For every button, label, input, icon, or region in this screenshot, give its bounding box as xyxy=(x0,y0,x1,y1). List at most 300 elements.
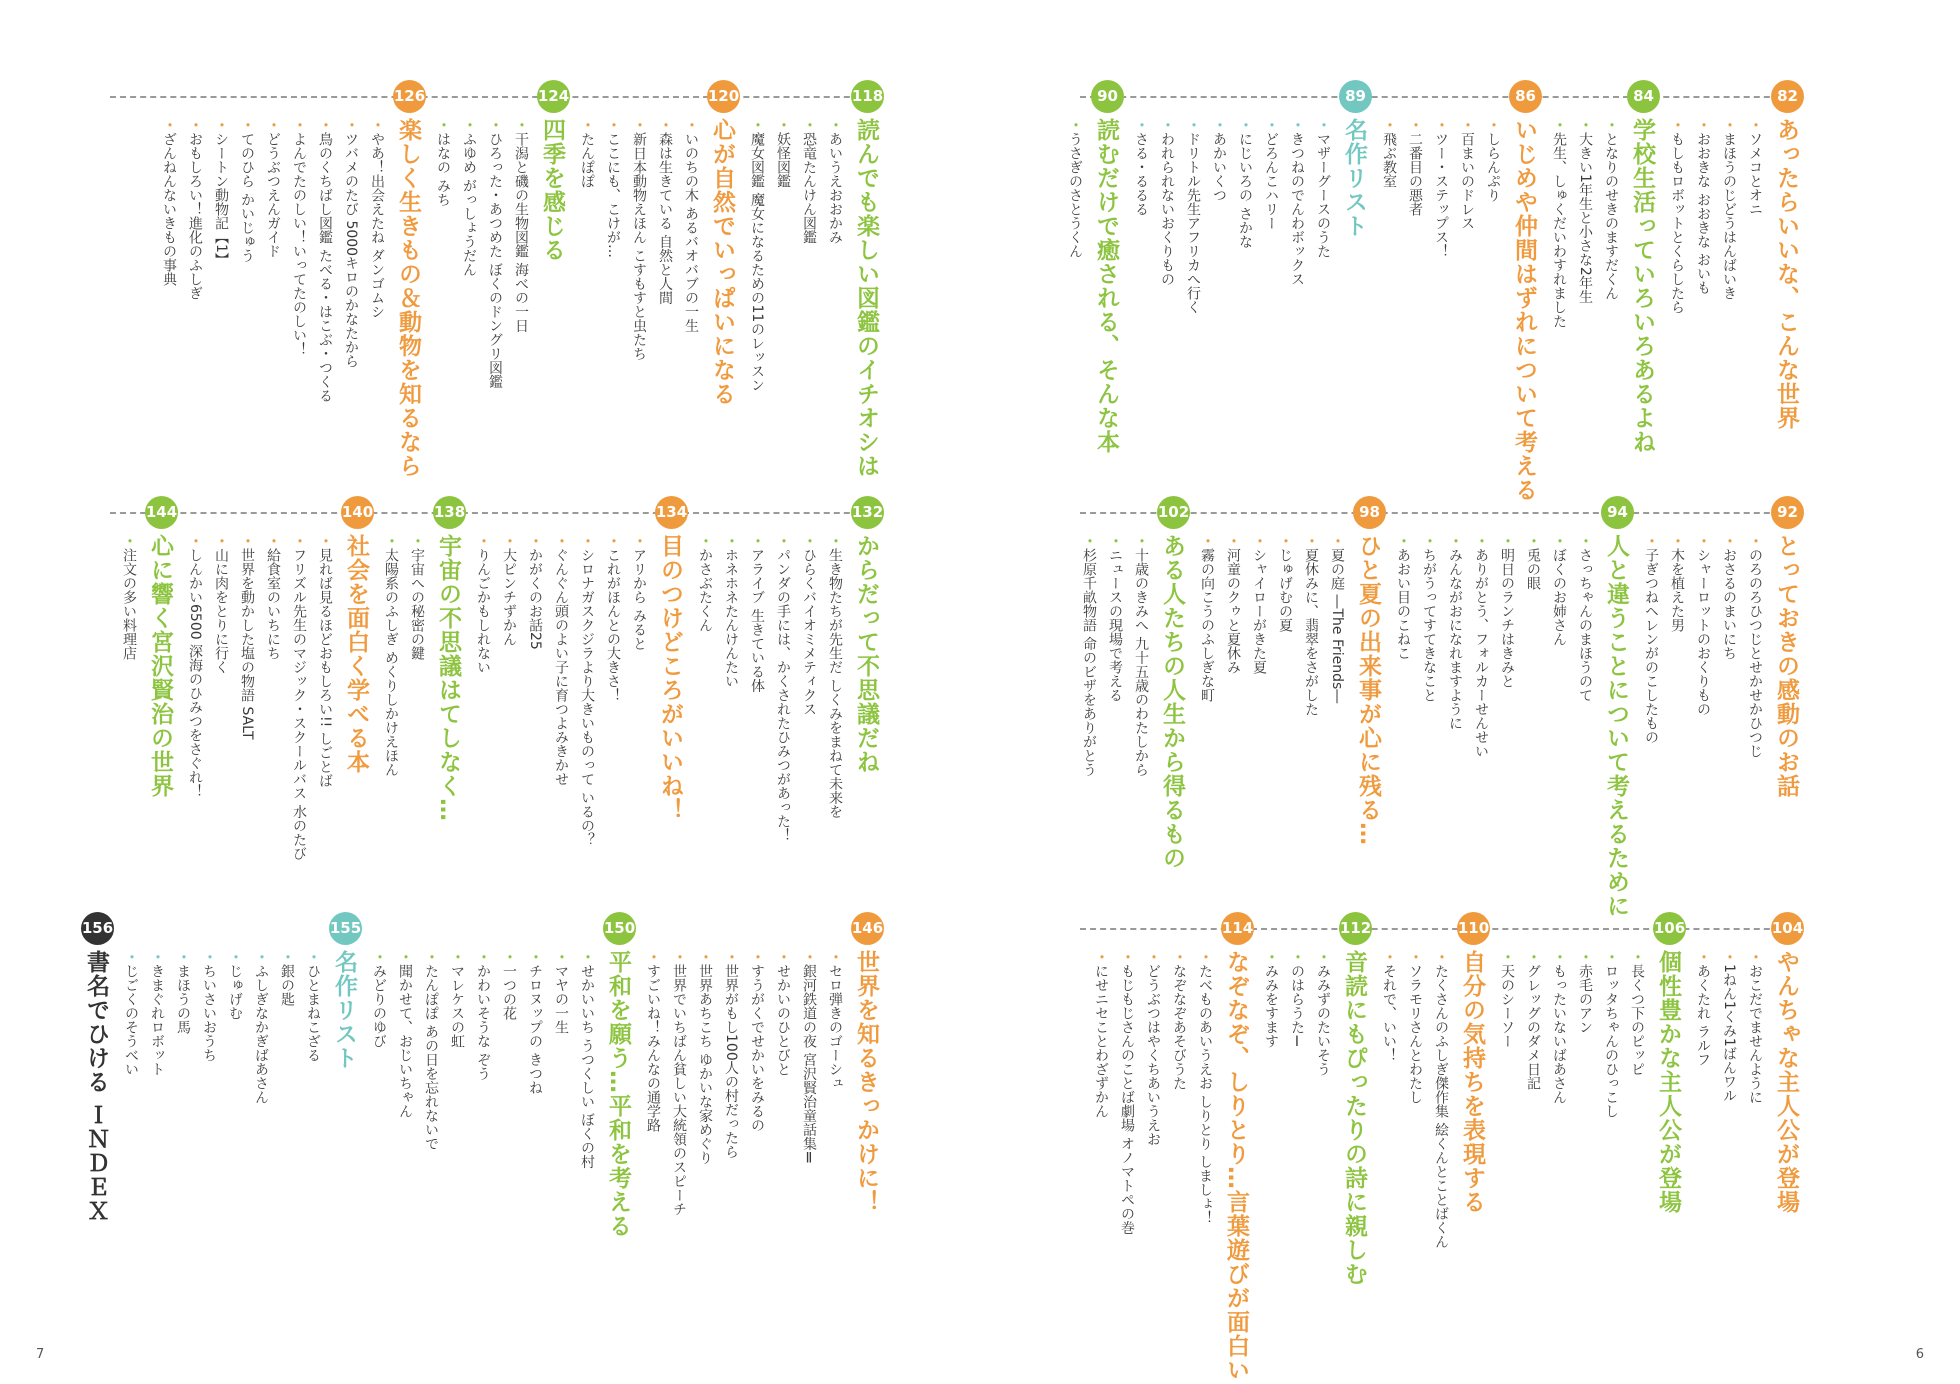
book-title xyxy=(822,534,848,842)
page-number-badge: 112 xyxy=(1339,912,1372,945)
page-number-badge: 94 xyxy=(1601,496,1634,529)
book-title-text: まほうの馬 xyxy=(175,964,191,1034)
bullet-dot-icon: ・ xyxy=(1329,534,1345,548)
book-title-text: なぞなぞあそびうた xyxy=(1171,964,1187,1090)
bullet-dot-icon: ・ xyxy=(409,534,425,548)
bullet-dot-icon: ・ xyxy=(201,950,217,964)
book-title-text: ざんねんないきもの事典 xyxy=(161,132,177,286)
section-heading: 楽しく生きもの＆動物を知るなら xyxy=(395,118,421,478)
book-title-text: しらんぷり xyxy=(1485,132,1501,202)
book-title-text: 木を植えた男 xyxy=(1669,548,1685,632)
index-section xyxy=(1546,87,1656,454)
section-heading: 世界を知るきっかけに！ xyxy=(853,950,879,1214)
bullet-dot-icon: ・ xyxy=(657,118,673,132)
section-heading: ある人たちの人生から得るもの xyxy=(1159,534,1185,870)
bullet-dot-icon: ・ xyxy=(279,950,295,964)
book-title-text: ぐんぐん頭のよい子に育つよみきかせ xyxy=(553,548,569,786)
book-list xyxy=(1690,950,1768,1104)
book-title-text: かさぶたくん xyxy=(697,548,713,632)
book-title-text: たべものあいうえお しりとり しましょ！ xyxy=(1197,964,1213,1225)
bullet-dot-icon: ・ xyxy=(343,118,359,132)
book-title xyxy=(770,950,796,1216)
book-title xyxy=(392,950,418,1169)
book-title xyxy=(678,118,704,360)
book-title xyxy=(496,534,522,846)
book-title xyxy=(744,950,770,1216)
book-title-text: ツー・ステップス！ xyxy=(1433,132,1449,258)
book-title-text: 恐竜たんけん図鑑 xyxy=(801,132,817,244)
book-title-text: 注文の多い料理店 xyxy=(121,548,137,660)
book-title-text: 河童のクゥと夏休み xyxy=(1225,548,1241,674)
book-title xyxy=(1114,950,1140,1234)
bullet-dot-icon: ・ xyxy=(1669,534,1685,548)
book-title xyxy=(1376,950,1402,1248)
book-title-text: ひらくバイオミメティクス xyxy=(801,548,817,716)
bullet-dot-icon: ・ xyxy=(187,534,203,548)
bullet-dot-icon: ・ xyxy=(1551,534,1567,548)
page-number-badge: 102 xyxy=(1157,496,1190,529)
section-heading: 人と違うことについて考えるために xyxy=(1603,534,1629,918)
band-left-bottom xyxy=(81,919,884,1328)
page-number-badge: 126 xyxy=(393,80,426,113)
book-title xyxy=(274,950,300,1104)
book-title xyxy=(208,534,234,860)
book-title-text: しんかい6500 深海のひみつをさぐれ！ xyxy=(187,548,203,799)
book-title xyxy=(418,950,444,1169)
index-section xyxy=(1194,503,1382,846)
book-title-text: 太陽系のふしぎ めくりしかけえほん xyxy=(383,548,399,777)
book-title xyxy=(312,118,338,402)
book-title-text: 銀河鉄道の夜 宮沢賢治童話集Ⅱ xyxy=(801,964,817,1167)
book-title xyxy=(1546,118,1572,328)
book-title xyxy=(744,534,770,842)
book-title-text: ひとまねこざる xyxy=(305,964,321,1062)
book-title-text: 宇宙への秘密の鍵 xyxy=(409,548,425,660)
page-number-badge: 118 xyxy=(851,80,884,113)
book-title-text: アリから みると xyxy=(631,548,647,651)
book-title xyxy=(1624,950,1650,1118)
bullet-dot-icon: ・ xyxy=(1433,118,1449,132)
section-heading: 学校生活っていろいろあるよね xyxy=(1629,118,1655,454)
book-title-text: のはらうたⅠ xyxy=(1289,964,1305,1050)
bullet-dot-icon: ・ xyxy=(461,118,477,132)
bullet-dot-icon: ・ xyxy=(553,950,569,964)
book-title xyxy=(1742,534,1768,758)
section-heading: あったらいいな、こんな世界 xyxy=(1773,118,1799,430)
bullet-dot-icon: ・ xyxy=(371,950,387,964)
bullet-dot-icon: ・ xyxy=(1159,118,1175,132)
bullet-dot-icon: ・ xyxy=(631,118,647,132)
book-title-text: ロッタちゃんのひっこし xyxy=(1603,964,1619,1118)
book-title-text: あいうえおおかみ xyxy=(827,132,843,244)
bullet-dot-icon: ・ xyxy=(1211,118,1227,132)
book-title xyxy=(1128,118,1154,314)
page-number-badge: 84 xyxy=(1627,80,1660,113)
index-section xyxy=(640,919,884,1216)
book-title xyxy=(1716,118,1742,314)
bullet-dot-icon: ・ xyxy=(749,118,765,132)
book-title-text: やあ！出会えたね ダンゴムシ xyxy=(369,132,385,319)
book-title xyxy=(482,118,508,388)
book-title-text: 百まいのドレス xyxy=(1459,132,1475,230)
index-section xyxy=(1390,503,1630,918)
index-section xyxy=(470,503,688,847)
book-title-text: 世界がもし100人の村だったら xyxy=(723,964,739,1159)
page-number-badge: 156 xyxy=(81,912,114,945)
section-heading: 読むだけで癒される、そんな本 xyxy=(1093,118,1119,454)
book-title xyxy=(1572,534,1598,758)
book-title-text: もじもじさんのことば劇場 オノマトペの巻 xyxy=(1119,964,1135,1235)
book-title xyxy=(1062,118,1088,258)
book-title xyxy=(600,118,626,360)
bullet-dot-icon: ・ xyxy=(605,534,621,548)
book-title-text: にじいろの さかな xyxy=(1237,132,1253,249)
book-title-text: 聞かせて、おじいちゃん xyxy=(397,964,413,1118)
book-title xyxy=(1520,950,1546,1118)
book-title xyxy=(286,118,312,402)
section-heading: いじめや仲間はずれについて考える xyxy=(1511,118,1537,502)
section-heading: 心が自然でいっぱいになる xyxy=(709,118,735,406)
bullet-dot-icon: ・ xyxy=(227,950,243,964)
bullet-dot-icon: ・ xyxy=(291,118,307,132)
bullet-dot-icon: ・ xyxy=(513,118,529,132)
bullet-dot-icon: ・ xyxy=(1263,118,1279,132)
book-title xyxy=(1206,118,1232,314)
bullet-dot-icon: ・ xyxy=(487,118,503,132)
bullet-dot-icon: ・ xyxy=(1473,534,1489,548)
index-section xyxy=(182,503,374,861)
book-title xyxy=(1494,534,1520,758)
book-title xyxy=(1194,534,1220,716)
bullet-dot-icon: ・ xyxy=(1107,534,1123,548)
bullet-dot-icon: ・ xyxy=(265,534,281,548)
book-title xyxy=(260,118,286,402)
bullet-dot-icon: ・ xyxy=(749,950,765,964)
section-heading: 音読にもぴったりの詩に親しむ xyxy=(1341,950,1367,1286)
bullet-dot-icon: ・ xyxy=(827,950,843,964)
book-title xyxy=(404,534,430,776)
bullet-dot-icon: ・ xyxy=(1119,950,1135,964)
book-title xyxy=(260,534,286,860)
book-list xyxy=(1376,950,1454,1248)
book-title xyxy=(456,118,482,388)
bullet-dot-icon: ・ xyxy=(423,950,439,964)
bullet-dot-icon: ・ xyxy=(501,950,517,964)
page-number-badge: 134 xyxy=(655,496,688,529)
book-title xyxy=(234,534,260,860)
book-title-text: 給食室のいちにち xyxy=(265,548,281,660)
book-title xyxy=(1690,950,1716,1104)
book-title xyxy=(508,118,534,388)
book-title xyxy=(1246,534,1272,716)
book-title-text: ソラモリさんとわたし xyxy=(1407,964,1423,1104)
book-title xyxy=(1272,534,1298,716)
book-title xyxy=(300,950,326,1104)
index-section xyxy=(1062,87,1120,454)
bullet-dot-icon: ・ xyxy=(213,118,229,132)
bullet-dot-icon: ・ xyxy=(605,118,621,132)
bullet-dot-icon: ・ xyxy=(1525,950,1541,964)
book-title xyxy=(1572,950,1598,1118)
book-title-text: おこだでませんように xyxy=(1747,964,1763,1104)
book-title xyxy=(1664,534,1690,758)
bullet-dot-icon: ・ xyxy=(631,534,647,548)
section-heading: 心に響く宮沢賢治の世界 xyxy=(147,534,173,798)
bullet-dot-icon: ・ xyxy=(1695,950,1711,964)
bullet-dot-icon: ・ xyxy=(1499,950,1515,964)
book-title-text: 兎の眼 xyxy=(1525,548,1541,590)
book-title-text: 長くつ下のピッピ xyxy=(1629,964,1645,1076)
book-title-text: みみずのたいそう xyxy=(1315,964,1331,1076)
index-section xyxy=(116,503,178,798)
bullet-dot-icon: ・ xyxy=(1263,950,1279,964)
book-title xyxy=(522,534,548,846)
book-title xyxy=(1690,118,1716,314)
index-section xyxy=(692,503,884,842)
book-title-text: たんぽぽ あの日を忘れないで xyxy=(423,964,439,1151)
book-title-text: ちがうってすてきなこと xyxy=(1421,548,1437,702)
book-title xyxy=(116,534,142,660)
book-list xyxy=(1128,118,1336,314)
band-left-middle xyxy=(110,503,884,912)
bullet-dot-icon: ・ xyxy=(475,534,491,548)
bullet-dot-icon: ・ xyxy=(1695,534,1711,548)
bullet-dot-icon: ・ xyxy=(123,950,139,964)
bullet-dot-icon: ・ xyxy=(1315,950,1331,964)
bullet-dot-icon: ・ xyxy=(579,534,595,548)
book-title-text: ちいさいおうち xyxy=(201,964,217,1062)
section-heading: 自分の気持ちを表現する xyxy=(1459,950,1485,1214)
book-title xyxy=(1742,950,1768,1104)
book-title-text: りんごかもしれない xyxy=(475,548,491,674)
book-title xyxy=(366,950,392,1169)
section-heading: やんちゃな主人公が登場 xyxy=(1773,950,1799,1214)
section-heading: 四季を感じる xyxy=(539,118,565,262)
book-title-text: それで、いい！ xyxy=(1381,964,1397,1062)
page-number-badge: 90 xyxy=(1091,80,1124,113)
book-title-text: みんながおになれますように xyxy=(1447,548,1463,730)
book-title xyxy=(1324,534,1350,716)
right-page xyxy=(980,0,1960,1384)
book-title-text: アライブ 生きている体 xyxy=(749,548,765,693)
book-title xyxy=(144,950,170,1104)
bullet-dot-icon: ・ xyxy=(1629,950,1645,964)
bullet-dot-icon: ・ xyxy=(317,118,333,132)
book-title xyxy=(222,950,248,1104)
bullet-dot-icon: ・ xyxy=(1433,950,1449,964)
book-title xyxy=(1284,118,1310,314)
page-number-badge: 140 xyxy=(341,496,374,529)
book-title xyxy=(364,118,390,402)
bullet-dot-icon: ・ xyxy=(579,118,595,132)
book-title-text: あくたれ ラルフ xyxy=(1695,964,1711,1067)
section-heading: ひと夏の出来事が心に残る… xyxy=(1355,534,1381,846)
section-heading: 社会を面白く学べる本 xyxy=(343,534,369,774)
bullet-dot-icon: ・ xyxy=(1499,534,1515,548)
book-title xyxy=(1166,950,1192,1234)
book-title xyxy=(234,118,260,402)
book-title xyxy=(574,950,600,1169)
book-title-text: あかいくつ xyxy=(1211,132,1227,202)
bullet-dot-icon: ・ xyxy=(1551,118,1567,132)
book-title xyxy=(1140,950,1166,1234)
book-title-text: 干潟と磯の生物図鑑 海べの一日 xyxy=(513,132,529,333)
book-title xyxy=(1716,534,1742,758)
book-title xyxy=(248,950,274,1104)
book-title-text: 夏休みに、翡翠をさがした xyxy=(1303,548,1319,716)
book-list xyxy=(1376,118,1506,258)
index-section xyxy=(366,919,636,1238)
book-title xyxy=(1298,534,1324,716)
index-section xyxy=(378,503,466,822)
book-title-text: セロ弾きのゴーシュ xyxy=(827,964,843,1090)
bullet-dot-icon: ・ xyxy=(801,534,817,548)
section-heading: 目のつけどころがいいね！ xyxy=(657,534,683,822)
book-list xyxy=(692,534,848,842)
book-title xyxy=(666,950,692,1216)
book-title xyxy=(574,534,600,846)
book-title xyxy=(652,118,678,360)
page-number-badge: 82 xyxy=(1771,80,1804,113)
index-section xyxy=(156,87,426,478)
index-section xyxy=(1664,87,1800,430)
book-list xyxy=(1194,534,1350,716)
book-title xyxy=(1480,118,1506,258)
book-title xyxy=(1310,950,1336,1076)
book-title xyxy=(1258,950,1284,1076)
book-title-text: あおい目のこねこ xyxy=(1395,548,1411,660)
band-right-top xyxy=(1067,87,1800,502)
book-title-text: 大きい1年生と小さな2年生 xyxy=(1577,132,1593,304)
bullet-dot-icon: ・ xyxy=(305,950,321,964)
book-title-text: さる・るるる xyxy=(1133,132,1149,216)
book-title-text: 1ねん1くみ1ばんワル xyxy=(1721,964,1737,1103)
book-title-text: 二番目の悪者 xyxy=(1407,132,1423,216)
book-title-text: 天のシーソー xyxy=(1499,964,1515,1048)
book-title xyxy=(640,950,666,1216)
section-heading: 個性豊かな主人公が登場 xyxy=(1655,950,1681,1214)
page-number-right: 6 xyxy=(1915,1347,1924,1362)
bullet-dot-icon: ・ xyxy=(1721,118,1737,132)
book-title-text: ツバメのたび 5000キロのかなたから xyxy=(343,132,359,369)
book-title-text: パンダの手には、かくされたひみつがあった！ xyxy=(775,548,791,842)
bullet-dot-icon: ・ xyxy=(369,118,385,132)
book-title xyxy=(312,534,338,860)
book-title xyxy=(182,118,208,402)
bullet-dot-icon: ・ xyxy=(1067,118,1083,132)
page-number-badge: 98 xyxy=(1353,496,1386,529)
book-title xyxy=(718,534,744,842)
page-number-badge: 155 xyxy=(329,912,362,945)
book-title-text: 新日本動物えほん こすもすと虫たち xyxy=(631,132,647,361)
index-section xyxy=(574,87,740,406)
bullet-dot-icon: ・ xyxy=(801,118,817,132)
book-title xyxy=(548,950,574,1169)
book-title-text: 森は生きている 自然と人間 xyxy=(657,132,673,305)
bullet-dot-icon: ・ xyxy=(1643,534,1659,548)
book-list xyxy=(430,118,534,388)
book-title xyxy=(444,950,470,1169)
band-left-top xyxy=(110,87,884,496)
bullet-dot-icon: ・ xyxy=(501,534,517,548)
index-section xyxy=(1690,919,1804,1214)
index-section xyxy=(78,919,114,1224)
book-title-text: どうぶつはやくちあいうえお xyxy=(1145,964,1161,1146)
bullet-dot-icon: ・ xyxy=(645,950,661,964)
book-list xyxy=(118,950,326,1104)
book-title xyxy=(1390,534,1416,758)
book-title xyxy=(496,950,522,1169)
bullet-dot-icon: ・ xyxy=(775,118,791,132)
book-list xyxy=(1258,950,1336,1076)
bullet-dot-icon: ・ xyxy=(1407,950,1423,964)
book-title xyxy=(1572,118,1598,328)
book-title xyxy=(1468,534,1494,758)
book-title-text: 赤毛のアン xyxy=(1577,964,1593,1034)
book-title-text: 大ピンチずかん xyxy=(501,548,517,646)
book-title-text: シロナガスクジラより大きいものって いるの？ xyxy=(579,548,595,847)
book-title xyxy=(1154,118,1180,314)
bullet-dot-icon: ・ xyxy=(527,534,543,548)
book-title-text: ニュースの現場で考える xyxy=(1107,548,1123,702)
book-title xyxy=(770,534,796,842)
page-number-badge: 110 xyxy=(1457,912,1490,945)
book-title-text: すうがくでせかいをみるの xyxy=(749,964,765,1132)
book-title xyxy=(1716,950,1742,1104)
book-title-text: 世界を動かした塩の物語 SALT xyxy=(239,548,255,740)
bullet-dot-icon: ・ xyxy=(1381,950,1397,964)
bullet-dot-icon: ・ xyxy=(683,118,699,132)
bullet-dot-icon: ・ xyxy=(1747,118,1763,132)
bullet-dot-icon: ・ xyxy=(1199,534,1215,548)
bullet-dot-icon: ・ xyxy=(1133,118,1149,132)
bullet-dot-icon: ・ xyxy=(1695,118,1711,132)
book-title-text: ありがとう、フォルカーせんせい xyxy=(1473,548,1489,758)
bullet-dot-icon: ・ xyxy=(775,950,791,964)
bullet-dot-icon: ・ xyxy=(1395,534,1411,548)
book-title xyxy=(1310,118,1336,314)
book-title-text: シャイローがきた夏 xyxy=(1251,548,1267,674)
page-number-badge: 132 xyxy=(851,496,884,529)
book-title-text: 鳥のくちばし図鑑 たべる・はこぶ・つくる xyxy=(317,132,333,403)
book-title xyxy=(1520,534,1546,758)
bullet-dot-icon: ・ xyxy=(1721,950,1737,964)
book-title xyxy=(626,534,652,846)
book-title xyxy=(744,118,770,392)
bullet-dot-icon: ・ xyxy=(1197,950,1213,964)
bullet-dot-icon: ・ xyxy=(1669,118,1685,132)
page-number-badge: 138 xyxy=(433,496,466,529)
page-number-badge: 124 xyxy=(537,80,570,113)
book-title-text: じゅげむの夏 xyxy=(1277,548,1293,632)
book-title-text: さっちゃんのまほうのて xyxy=(1577,548,1593,702)
bullet-dot-icon: ・ xyxy=(149,950,165,964)
book-title-text: はなの みち xyxy=(435,132,451,207)
book-title xyxy=(182,534,208,860)
section-heading: 名作リスト xyxy=(1341,118,1367,238)
bullet-dot-icon: ・ xyxy=(1603,950,1619,964)
book-title-text: じごくのそうべい xyxy=(123,964,139,1076)
bullet-dot-icon: ・ xyxy=(1577,118,1593,132)
book-title xyxy=(1598,950,1624,1118)
bullet-dot-icon: ・ xyxy=(1407,118,1423,132)
book-title-text: マヤの一生 xyxy=(553,964,569,1034)
book-title xyxy=(1428,118,1454,258)
section-heading: 書名でひける ＩＮＤＥＸ xyxy=(83,950,109,1224)
book-title-text: ひろった・あつめた ぼくのドングリ図鑑 xyxy=(487,132,503,389)
page-number-badge: 146 xyxy=(851,912,884,945)
book-title-text: ぼくのお姉さん xyxy=(1551,548,1567,646)
